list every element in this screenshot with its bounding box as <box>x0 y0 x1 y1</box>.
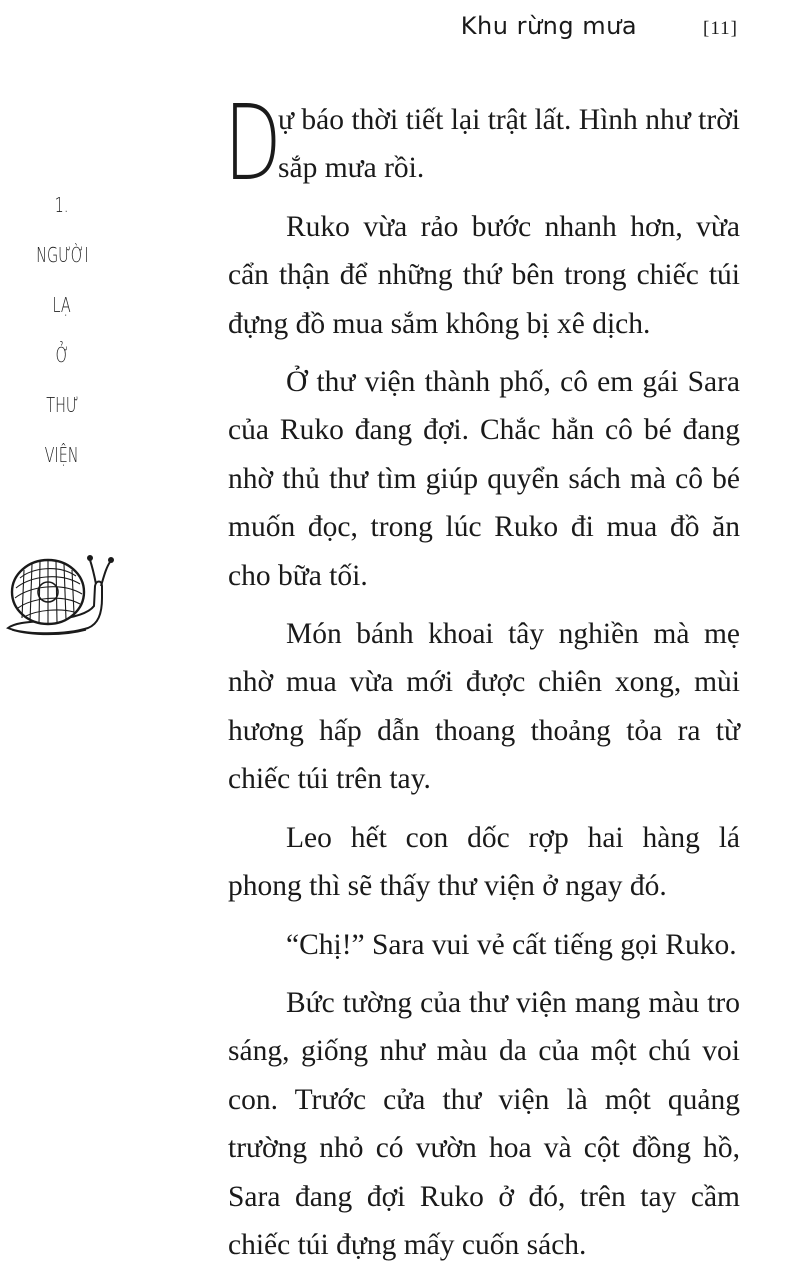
chapter-title-line: Ở <box>55 343 69 367</box>
paragraph: Ruko vừa rảo bước nhanh hơn, vừa cẩn thận để những thứ bên trong chiếc túi đựng đồ mua sắm không bị xê dịch. <box>228 210 740 340</box>
paragraph: “Chị!” Sara vui vẻ cất tiếng gọi Ruko. <box>286 928 737 961</box>
chapter-title-line: VIỆN <box>45 443 79 467</box>
page-number: [11] <box>703 18 738 39</box>
chapter-title-line: NGƯỜI <box>35 243 89 267</box>
paragraph: Món bánh khoai tây nghiền mà mẹ nhờ mua vừa mới được chiên xong, mùi hương hấp dẫn thoang thoảng tỏa ra từ chiếc túi trên tay. <box>228 618 740 796</box>
paragraph: Ở thư viện thành phố, cô em gái Sara của Ruko đang đợi. Chắc hẳn cô bé đang nhờ thủ thư tìm giúp quyển sách mà cô bé muốn đọc, trong lúc Ruko đi mua đồ ăn cho bữa tối. <box>228 366 740 592</box>
paragraph <box>224 82 740 204</box>
chapter-heading <box>22 180 102 480</box>
snail-icon <box>2 548 118 640</box>
body-text <box>224 82 740 1279</box>
running-header <box>461 12 738 40</box>
paragraph: Bức tường của thư viện mang màu tro sáng, giống như màu da của một chú voi con. Trước cửa thư viện là một quảng trường nhỏ có vườn hoa và cột đồng hồ, Sara đang đợi Ruko ở đó, trên tay cầm chiếc túi đựng mấy cuốn sách. <box>228 986 740 1261</box>
chapter-title-line: LẠ <box>52 293 72 317</box>
chapter-number: 1. <box>55 193 69 217</box>
chapter-title-line: THƯ <box>45 393 79 417</box>
drop-cap: D <box>224 82 282 204</box>
paragraph-text: ự báo thời tiết lại trật lất. Hình như trời sắp mưa rồi. <box>278 104 740 185</box>
book-title: Khu rừng mưa <box>460 12 638 40</box>
paragraph: Leo hết con dốc rợp hai hàng lá phong thì sẽ thấy thư viện ở ngay đó. <box>228 821 740 903</box>
